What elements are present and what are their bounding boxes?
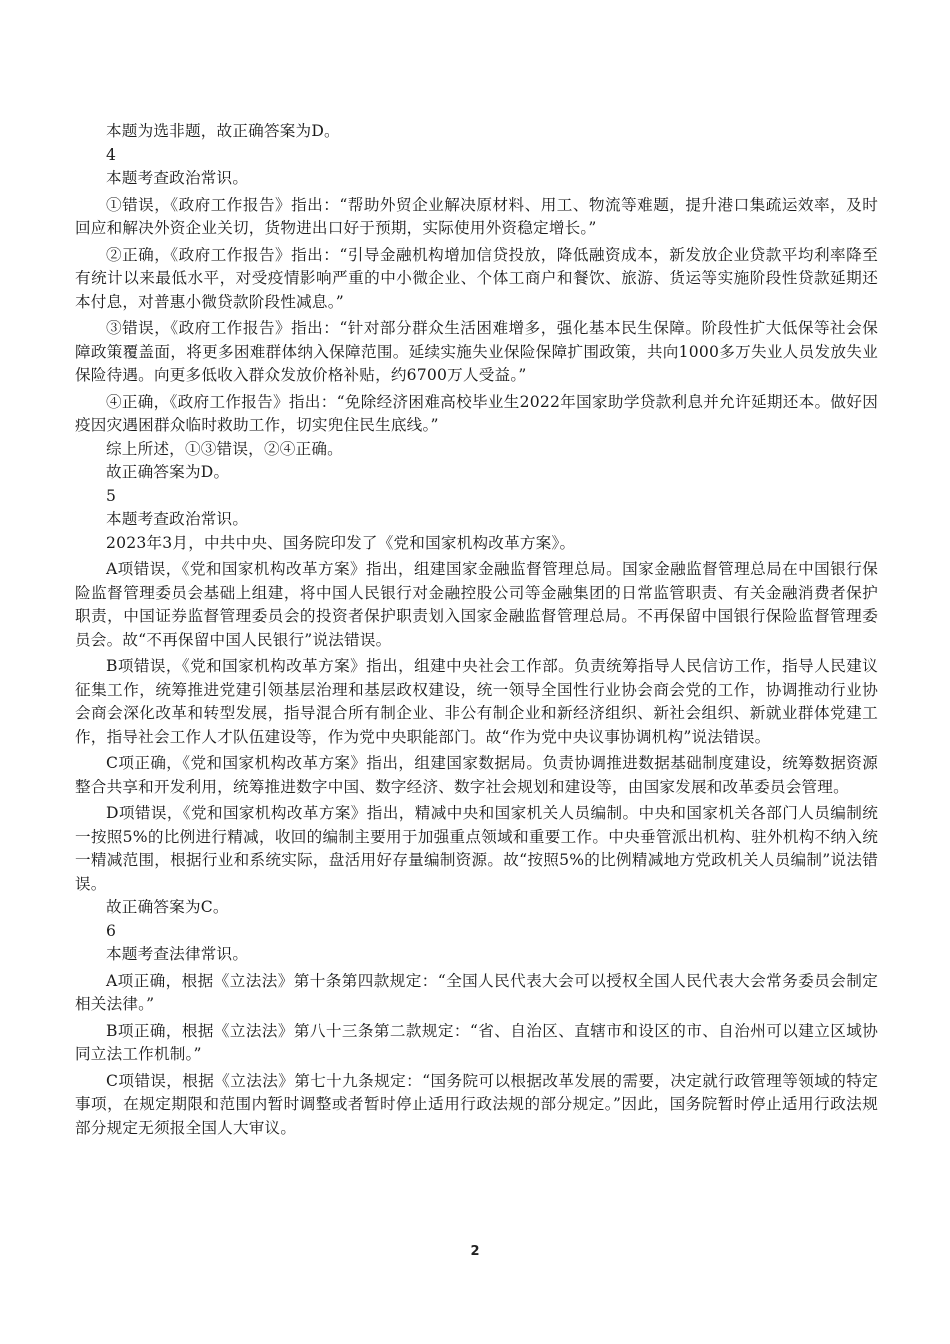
answer-explanation-text [75, 120, 878, 1140]
paragraph: 本题考查法律常识。 [106, 945, 249, 963]
paragraph: 2023年3月，中共中央、国务院印发了《党和国家机构改革方案》。 [106, 533, 576, 552]
paragraph: 本题为选非题，故正确答案为D。 [106, 122, 340, 140]
paragraph: ④正确，《政府工作报告》指出：“免除经济困难高校毕业生2022年国家助学贷款利息并允许延期还本。做好因疫因灾遇困群众临时救助工作，切实兜住民生底线。” [75, 392, 878, 434]
paragraph: ③错误，《政府工作报告》指出：“针对部分群众生活困难增多，强化基本民生保障。阶段性扩大低保等社会保障政策覆盖面，将更多困难群体纳入保障范围。延续实施失业保险保障扩围政策，共向1000多万失业人员发放失业保险待遇。向更多低收入群众发放价格补贴，约6700万人受益。” [75, 319, 878, 384]
paragraph: 本题考查政治常识。 [106, 169, 249, 187]
paragraph: A项正确，根据《立法法》第十条第四款规定：“全国人民代表大会可以授权全国人民代表大会常务委员会制定相关法律。” [75, 971, 878, 1013]
paragraph: 故正确答案为D。 [106, 463, 230, 481]
paragraph: 本题考查政治常识。 [106, 510, 249, 528]
paragraph: C项错误，根据《立法法》第七十九条规定：“国务院可以根据改革发展的需要，决定就行政管理等领域的特定事项，在规定期限和范围内暂时调整或者暂时停止适用行政法规的部分规定。”因此，国务院暂时停止适用行政法规部分规定无须报全国人大审议。 [75, 1071, 878, 1137]
paragraph: ②正确，《政府工作报告》指出：“引导金融机构增加信贷投放，降低融资成本，新发放企业贷款平均利率降至有统计以来最低水平，对受疫情影响严重的中小微企业、个体工商户和餐饮、旅游、货运等实施阶段性贷款延期还本付息，对普惠小微贷款阶段性减息。” [75, 245, 878, 311]
paragraph: C项正确，《党和国家机构改革方案》指出，组建国家数据局。负责协调推进数据基础制度建设，统筹数据资源整合共享和开发利用，统筹推进数字中国、数字经济、数字社会规划和建设等，由国家发展和改革委员会管理。 [75, 754, 878, 796]
question-number: 6 [106, 921, 117, 940]
question-number: 4 [106, 145, 117, 164]
paragraph: 综上所述，①③错误，②④正确。 [106, 439, 343, 458]
paragraph: B项错误，《党和国家机构改革方案》指出，组建中央社会工作部。负责统筹指导人民信访工作，指导人民建议征集工作，统筹推进党建引领基层治理和基层政权建设，统一领导全国性行业协会商会党的工作，协调推动行业协会商会深化改革和转型发展，指导混合所有制企业、非公有制企业和新经济组织、新社会组织、新就业群体党建工作，指导社会工作人才队伍建设等，作为党中央职能部门。故“作为党中央议事协调机构”说法错误。 [75, 657, 878, 746]
paragraph: ①错误，《政府工作报告》指出：“帮助外贸企业解决原材料、用工、物流等难题，提升港口集疏运效率，及时回应和解决外资企业关切，货物进出口好于预期，实际使用外资稳定增长。” [75, 195, 878, 237]
page-number: 2 [470, 1244, 480, 1259]
paragraph: D项错误，《党和国家机构改革方案》指出，精减中央和国家机关人员编制。中央和国家机关各部门人员编制统一按照5%的比例进行精减，收回的编制主要用于加强重点领域和重要工作。中央垂管派出机构、驻外机构不纳入统一精减范围，根据行业和系统实际，盘活用好存量编制资源。故“按照5%的比例精减地方党政机关人员编制”说法错误。 [75, 804, 878, 893]
question-number: 5 [106, 486, 117, 505]
paragraph: B项正确，根据《立法法》第八十三条第二款规定：“省、自治区、直辖市和设区的市、自治州可以建立区域协同立法工作机制。” [75, 1021, 878, 1063]
paragraph: 故正确答案为C。 [106, 898, 229, 916]
paragraph: A项错误，《党和国家机构改革方案》指出，组建国家金融监督管理总局。国家金融监督管理总局在中国银行保险监督管理委员会基础上组建，将中国人民银行对金融控股公司等金融集团的日常监管职责、有关金融消费者保护职责，中国证券监督管理委员会的投资者保护职责划入国家金融监督管理总局。不再保留中国银行保险监督管理委员会。故“不再保留中国人民银行”说法错误。 [75, 560, 878, 649]
